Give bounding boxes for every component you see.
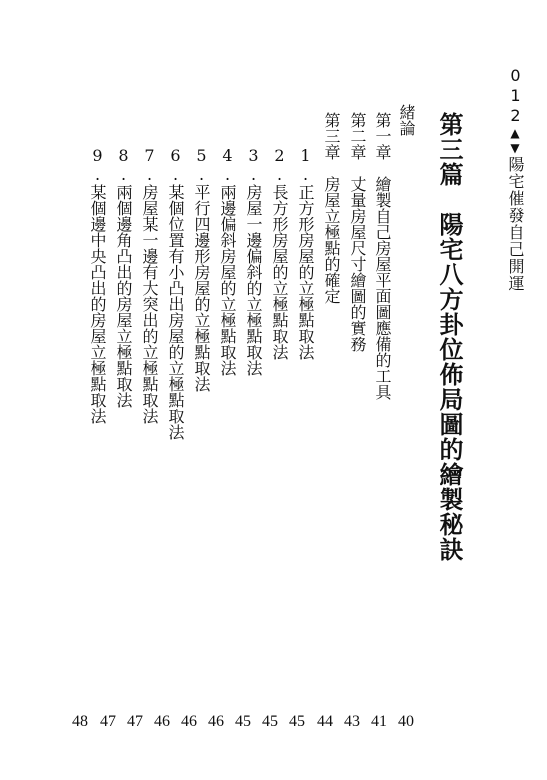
up-down-arrow-icon: ▲▼ [508, 126, 522, 156]
toc-page-number: 47 [127, 713, 143, 730]
toc-page-number: 45 [289, 713, 305, 730]
header-book-title: 陽宅催發自己開運 [506, 156, 525, 292]
toc-entry-chapter-2: 第二章 丈量房屋尺寸繪圖的實務 [348, 112, 367, 352]
toc-entry-item-1: 1.正方形房屋的立極點取法 [296, 146, 315, 360]
toc-page-number: 46 [154, 713, 170, 730]
toc-entry-item-7: 7.房屋某一邊有大突出的立極點取法 [140, 146, 159, 424]
toc-page-number: 47 [100, 713, 116, 730]
toc-entry-chapter-1: 第一章 繪製自己房屋平面圖應備的工具 [373, 112, 392, 400]
toc-page-number: 48 [72, 713, 88, 730]
toc-page-number: 41 [371, 713, 387, 730]
toc-page-number: 45 [235, 713, 251, 730]
toc-page-number: 45 [262, 713, 278, 730]
toc-entry-item-6: 6.某個位置有小凸出房屋的立極點取法 [166, 146, 185, 440]
toc-entry-item-4: 4.兩邊偏斜房屋的立極點取法 [218, 146, 237, 376]
toc-page-number: 44 [317, 713, 333, 730]
toc-page-number: 46 [208, 713, 224, 730]
toc-entry-item-5: 5.平行四邊形房屋的立極點取法 [192, 146, 211, 392]
toc-entry-chapter-3: 第三章 房屋立極點的確定 [322, 112, 341, 304]
part-title: 第三篇 陽宅八方卦位佈局圖的繪製秘訣 [435, 112, 463, 562]
header-page-number: 012 [506, 66, 525, 126]
toc-page-number: 40 [398, 713, 414, 730]
toc-entry-item-8: 8.兩個邊角凸出的房屋立極點取法 [114, 146, 133, 408]
toc-entry-item-9: 9.某個邊中央凸出的房屋立極點取法 [88, 146, 107, 424]
toc-entry-intro: 緒論 [397, 104, 416, 136]
toc-entry-item-3: 3.房屋一邊偏斜的立極點取法 [244, 146, 263, 376]
toc-page-number: 46 [181, 713, 197, 730]
running-header [507, 66, 523, 292]
toc-page-number: 43 [344, 713, 360, 730]
toc-entry-item-2: 2.長方形房屋的立極點取法 [270, 146, 289, 360]
